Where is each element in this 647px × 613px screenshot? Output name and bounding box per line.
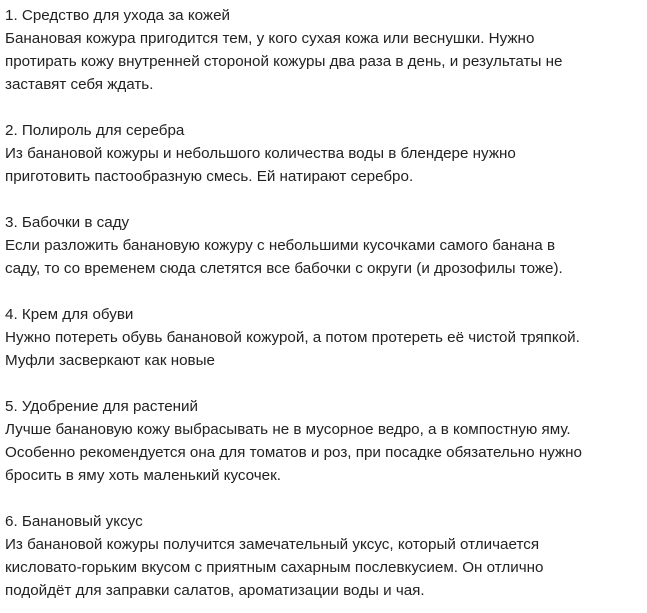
tip-heading: 6. Банановый уксус [5, 513, 143, 530]
tip-silver-polish [5, 119, 645, 188]
tip-heading: 2. Полироль для серебра [5, 122, 185, 139]
tip-text-line: заставят себя ждать. [5, 76, 154, 93]
tip-text-line: Лучше банановую кожу выбрасывать не в мусорное ведро, а в компостную яму. [5, 421, 571, 438]
tip-text-line: протирать кожу внутренней стороной кожуры два раза в день, и результаты не [5, 53, 563, 70]
tip-text-line: приготовить пастообразную смесь. Ей натирают серебро. [5, 168, 414, 185]
tip-heading: 4. Крем для обуви [5, 306, 134, 323]
tip-shoe-polish [5, 303, 645, 372]
tip-text-line: саду, то со временем сюда слетятся все бабочки с округи (и дрозофилы тоже). [5, 260, 563, 277]
tip-text-line: Муфли засверкают как новые [5, 352, 215, 369]
tip-skin-care [5, 4, 645, 96]
tip-banana-vinegar [5, 510, 645, 602]
tip-text-line: кисловато-горьким вкусом с приятным сахарным послевкусием. Он отлично [5, 559, 544, 576]
tip-heading: 3. Бабочки в саду [5, 214, 130, 231]
tip-text-line: Особенно рекомендуется она для томатов и роз, при посадке обязательно нужно [5, 444, 582, 461]
article-body [5, 4, 645, 602]
tip-heading: 1. Средство для ухода за кожей [5, 7, 231, 24]
tip-text-line: бросить в яму хоть маленький кусочек. [5, 467, 281, 484]
tip-text-line: Если разложить банановую кожуру с небольшими кусочками самого банана в [5, 237, 556, 254]
tip-text-line: Из банановой кожуры и небольшого количества воды в блендере нужно [5, 145, 516, 162]
tip-garden-butterflies [5, 211, 645, 280]
tip-heading: 5. Удобрение для растений [5, 398, 199, 415]
tip-text-line: Банановая кожура пригодится тем, у кого сухая кожа или веснушки. Нужно [5, 30, 535, 47]
tip-text-line: Из банановой кожуры получится замечательный уксус, который отличается [5, 536, 540, 553]
tip-text-line: Нужно потереть обувь банановой кожурой, а потом протереть её чистой тряпкой. [5, 329, 580, 346]
tip-plant-fertilizer [5, 395, 645, 487]
tip-text-line: подойдёт для заправки салатов, ароматизации воды и чая. [5, 582, 425, 599]
